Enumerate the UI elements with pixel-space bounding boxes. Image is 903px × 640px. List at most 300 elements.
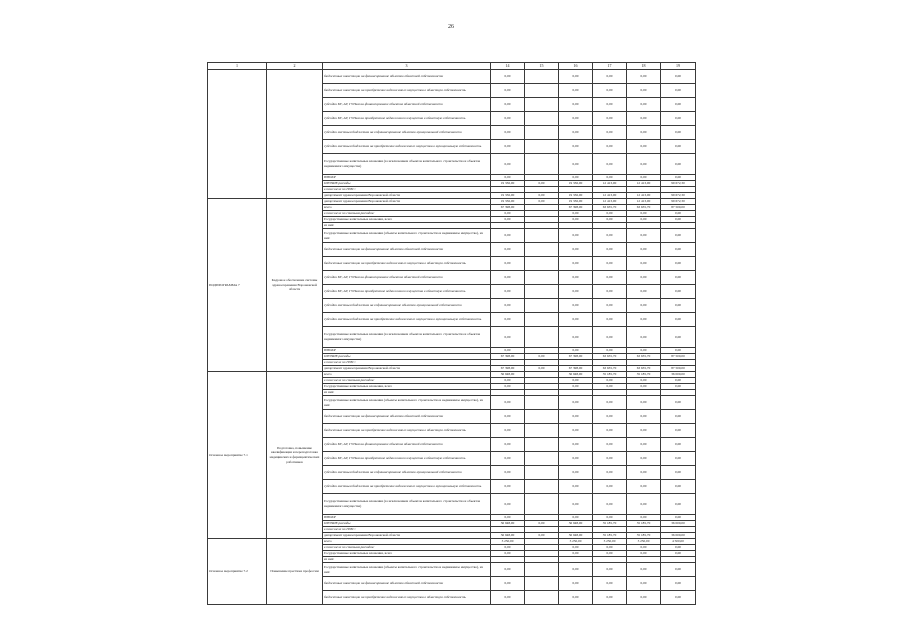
value-cell: 0,00: [559, 112, 593, 126]
value-cell: [525, 591, 559, 605]
value-cell: 0,00: [491, 563, 525, 577]
row-label: Государственные капитальные вложения (за исключением объектов капитального строительства и объектов недвижимого имущества): [323, 494, 491, 515]
value-cell: [525, 424, 559, 438]
row-label: Государственные капитальные вложения (за исключением объектов капитального строительства и объектов недвижимого имущества): [323, 154, 491, 175]
value-cell: 19 336,00: [559, 199, 593, 205]
value-cell: [525, 327, 559, 348]
row-label: Государственные капитальные вложения (объекты капитального строительства и недвижимое имущество), из них:: [323, 396, 491, 410]
value-cell: 0,00: [593, 313, 627, 327]
value-cell: 0,00: [627, 515, 661, 521]
value-cell: 0,00: [661, 396, 696, 410]
value-cell: 0,00: [559, 285, 593, 299]
value-cell: [525, 466, 559, 480]
value-cell: 0,00: [593, 563, 627, 577]
value-cell: 35 185,70: [593, 372, 627, 378]
value-cell: [525, 410, 559, 424]
value-cell: 0,00: [525, 199, 559, 205]
value-cell: 0,00: [491, 545, 525, 551]
value-cell: 0,00: [491, 257, 525, 271]
row-label: субсидии БУ, АУ, ГУПам на финансирование объектов областной собственности: [323, 98, 491, 112]
value-cell: 0,00: [491, 410, 525, 424]
row-label: в том числе по ГРБС:: [323, 527, 491, 533]
value-cell: 0,00: [559, 410, 593, 424]
column-header: 2: [267, 63, 323, 70]
value-cell: 0,00: [491, 112, 525, 126]
row-label: Государственные капитальные вложения, всего: [323, 217, 491, 223]
value-cell: 0,00: [491, 378, 525, 384]
value-cell: 0,00: [661, 285, 696, 299]
value-cell: 0,00: [593, 98, 627, 112]
value-cell: 0,00: [559, 480, 593, 494]
value-cell: 0,00: [491, 466, 525, 480]
value-cell: 0,00: [559, 378, 593, 384]
row-label: всего: [323, 539, 491, 545]
row-label: из них:: [323, 223, 491, 229]
value-cell: 0,00: [627, 84, 661, 98]
row-label: Государственные капитальные вложения (объекты капитального строительства и недвижимое имущество), из них:: [323, 229, 491, 243]
row-label: НИОКР: [323, 175, 491, 181]
value-cell: 0,00: [559, 396, 593, 410]
value-cell: 0,00: [559, 551, 593, 557]
row-label: бюджетные инвестиции на финансирование объектов областной собственности: [323, 577, 491, 591]
row-label: из них:: [323, 390, 491, 396]
value-cell: 12 413,00: [593, 199, 627, 205]
value-cell: 0,00: [661, 348, 696, 354]
row-label: субсидии местным бюджетам на приобретение недвижимого имущества в муниципальную собственность: [323, 313, 491, 327]
value-cell: 0,00: [559, 175, 593, 181]
value-cell: 0,00: [559, 494, 593, 515]
row-label: бюджетные инвестиции на приобретение недвижимого имущества в областную собственность: [323, 591, 491, 605]
value-cell: 0,00: [661, 563, 696, 577]
value-cell: 67 398,00: [559, 205, 593, 211]
value-cell: 0,00: [559, 515, 593, 521]
value-cell: 3 250,00: [593, 539, 627, 545]
row-label: департамент здравоохранения Воронежской области: [323, 366, 491, 372]
value-cell: [525, 577, 559, 591]
value-cell: 87 500,00: [661, 366, 696, 372]
row-label: департамент здравоохранения Воронежской области: [323, 193, 491, 199]
value-cell: 0,00: [593, 551, 627, 557]
value-cell: 36 948,00: [491, 372, 525, 378]
value-cell: 0,00: [627, 112, 661, 126]
value-cell: 0,00: [627, 378, 661, 384]
value-cell: 99 672,30: [661, 199, 696, 205]
row-label: Государственные капитальные вложения (объекты капитального строительства и недвижимое имущество), из них:: [323, 563, 491, 577]
value-cell: 0,00: [627, 299, 661, 313]
row-label: ПРОЧИЕ расходы: [323, 354, 491, 360]
value-cell: 0,00: [627, 257, 661, 271]
value-cell: 0,00: [661, 545, 696, 551]
value-cell: 19 336,00: [491, 193, 525, 199]
value-cell: 0,00: [491, 229, 525, 243]
value-cell: 0,00: [593, 285, 627, 299]
value-cell: 19 336,00: [559, 181, 593, 187]
event-title: Подготовка, повышение квалификации и переподготовка медицинских и фармацевтических работников: [267, 372, 323, 539]
value-cell: 63 635,70: [593, 366, 627, 372]
row-label: ПРОЧИЕ расходы: [323, 181, 491, 187]
row-label: бюджетные инвестиции на приобретение недвижимого имущества в областную собственность: [323, 257, 491, 271]
value-cell: 87 500,00: [661, 205, 696, 211]
row-label: бюджетные инвестиции на финансирование объектов областной собственности: [323, 70, 491, 84]
value-cell: 0,00: [661, 299, 696, 313]
value-cell: 0,00: [559, 327, 593, 348]
row-label: в том числе по статьям расходов:: [323, 211, 491, 217]
row-label: НИОКР: [323, 515, 491, 521]
value-cell: 12 413,00: [593, 181, 627, 187]
value-cell: 0,00: [559, 140, 593, 154]
value-cell: [525, 452, 559, 466]
value-cell: 0,00: [593, 271, 627, 285]
value-cell: 0,00: [491, 217, 525, 223]
value-cell: 3 250,00: [491, 539, 525, 545]
value-cell: 0,00: [661, 112, 696, 126]
value-cell: 0,00: [491, 98, 525, 112]
value-cell: 0,00: [593, 494, 627, 515]
value-cell: 12 413,00: [627, 199, 661, 205]
value-cell: 67 398,00: [559, 354, 593, 360]
value-cell: 0,00: [559, 84, 593, 98]
page-number: 26: [448, 24, 454, 30]
value-cell: 0,00: [627, 175, 661, 181]
value-cell: 0,00: [559, 271, 593, 285]
value-cell: 0,00: [627, 396, 661, 410]
value-cell: 0,00: [661, 551, 696, 557]
value-cell: [525, 563, 559, 577]
value-cell: [525, 438, 559, 452]
value-cell: 0,00: [627, 466, 661, 480]
value-cell: 0,00: [661, 515, 696, 521]
value-cell: 36 000,00: [661, 533, 696, 539]
value-cell: [525, 396, 559, 410]
value-cell: 0,00: [593, 126, 627, 140]
value-cell: 0,00: [661, 591, 696, 605]
value-cell: 0,00: [661, 154, 696, 175]
column-header: 18: [627, 63, 661, 70]
value-cell: 0,00: [491, 396, 525, 410]
row-label: из них:: [323, 557, 491, 563]
value-cell: 0,00: [525, 521, 559, 527]
row-label: субсидии БУ, АУ, ГУПам на финансирование объектов областной собственности: [323, 271, 491, 285]
value-cell: 0,00: [593, 348, 627, 354]
value-cell: 36 948,00: [559, 372, 593, 378]
value-cell: 0,00: [627, 424, 661, 438]
value-cell: 0,00: [593, 154, 627, 175]
value-cell: 0,00: [661, 410, 696, 424]
value-cell: 0,00: [627, 285, 661, 299]
row-label: всего: [323, 205, 491, 211]
value-cell: 36 948,00: [559, 521, 593, 527]
value-cell: 0,00: [559, 217, 593, 223]
value-cell: 63 635,70: [627, 354, 661, 360]
value-cell: 0,00: [491, 515, 525, 521]
value-cell: [525, 285, 559, 299]
budget-table: [207, 62, 696, 605]
value-cell: 4 500,00: [661, 539, 696, 545]
table-row: [208, 70, 696, 84]
empty-cell: [208, 70, 267, 199]
column-header: 1: [208, 63, 267, 70]
value-cell: 0,00: [559, 348, 593, 354]
value-cell: 0,00: [593, 545, 627, 551]
value-cell: 67 398,00: [491, 366, 525, 372]
value-cell: 0,00: [627, 563, 661, 577]
value-cell: 0,00: [593, 378, 627, 384]
row-label: субсидии БУ, АУ, ГУПам на приобретение недвижимого имущества в областную собственность: [323, 112, 491, 126]
value-cell: 0,00: [593, 327, 627, 348]
value-cell: [525, 271, 559, 285]
value-cell: [525, 140, 559, 154]
value-cell: 63 635,70: [593, 205, 627, 211]
value-cell: [525, 154, 559, 175]
value-cell: 0,00: [593, 515, 627, 521]
value-cell: 0,00: [627, 313, 661, 327]
value-cell: 0,00: [627, 452, 661, 466]
value-cell: 0,00: [559, 313, 593, 327]
value-cell: [525, 480, 559, 494]
value-cell: 19 336,00: [491, 199, 525, 205]
value-cell: 0,00: [559, 563, 593, 577]
row-label: субсидии местным бюджетам на софинансирование объектов муниципальной собственности: [323, 126, 491, 140]
value-cell: 0,00: [491, 480, 525, 494]
event-label: Основное мероприятие 7.1: [208, 372, 267, 539]
value-cell: 0,00: [491, 327, 525, 348]
value-cell: 0,00: [559, 545, 593, 551]
value-cell: 0,00: [661, 313, 696, 327]
value-cell: 0,00: [627, 545, 661, 551]
value-cell: 0,00: [593, 70, 627, 84]
value-cell: [525, 257, 559, 271]
row-label: департамент здравоохранения Воронежской области: [323, 199, 491, 205]
row-label: субсидии местным бюджетам на приобретение недвижимого имущества в муниципальную собственность: [323, 140, 491, 154]
column-header: 16: [559, 63, 593, 70]
value-cell: 0,00: [491, 154, 525, 175]
value-cell: 0,00: [491, 577, 525, 591]
row-label: субсидии БУ, АУ, ГУПам на приобретение недвижимого имущества в областную собственность: [323, 452, 491, 466]
value-cell: 0,00: [661, 98, 696, 112]
value-cell: 0,00: [525, 181, 559, 187]
value-cell: 0,00: [491, 243, 525, 257]
value-cell: 0,00: [627, 70, 661, 84]
value-cell: 35 185,70: [593, 521, 627, 527]
value-cell: 0,00: [559, 126, 593, 140]
row-label: в том числе по статьям расходов:: [323, 545, 491, 551]
value-cell: 0,00: [627, 591, 661, 605]
value-cell: 0,00: [661, 438, 696, 452]
value-cell: 0,00: [627, 480, 661, 494]
value-cell: 36 000,00: [661, 521, 696, 527]
value-cell: 0,00: [593, 452, 627, 466]
value-cell: 0,00: [661, 243, 696, 257]
value-cell: 0,00: [627, 577, 661, 591]
value-cell: 0,00: [525, 193, 559, 199]
value-cell: 0,00: [559, 424, 593, 438]
value-cell: 0,00: [627, 217, 661, 223]
value-cell: 0,00: [559, 577, 593, 591]
subprogram-label: ПОДПРОГРАММА 7: [208, 199, 267, 372]
value-cell: 0,00: [491, 84, 525, 98]
value-cell: 0,00: [593, 217, 627, 223]
value-cell: 0,00: [627, 384, 661, 390]
value-cell: 0,00: [661, 327, 696, 348]
value-cell: 0,00: [593, 396, 627, 410]
value-cell: [525, 70, 559, 84]
value-cell: 0,00: [593, 438, 627, 452]
row-label: Государственные капитальные вложения (за исключением объектов капитального строительства и объектов недвижимого имущества): [323, 327, 491, 348]
value-cell: 0,00: [661, 384, 696, 390]
value-cell: 0,00: [491, 348, 525, 354]
row-label: в том числе по статьям расходов:: [323, 378, 491, 384]
column-header: 17: [593, 63, 627, 70]
row-label: в том числе по ГРБС:: [323, 360, 491, 366]
row-label: бюджетные инвестиции на приобретение недвижимого имущества в областную собственность: [323, 84, 491, 98]
value-cell: 0,00: [491, 175, 525, 181]
value-cell: 3 250,00: [559, 539, 593, 545]
value-cell: 35 185,70: [627, 372, 661, 378]
table-row: [208, 63, 696, 70]
value-cell: 35 185,70: [627, 521, 661, 527]
value-cell: 63 635,70: [593, 354, 627, 360]
value-cell: 0,00: [525, 533, 559, 539]
row-label: субсидии БУ, АУ, ГУПам на финансирование объектов областной собственности: [323, 438, 491, 452]
value-cell: 0,00: [627, 98, 661, 112]
value-cell: 0,00: [627, 410, 661, 424]
value-cell: 0,00: [491, 299, 525, 313]
value-cell: 0,00: [559, 70, 593, 84]
value-cell: 0,00: [491, 384, 525, 390]
row-label: департамент здравоохранения Воронежской области: [323, 533, 491, 539]
value-cell: [525, 229, 559, 243]
value-cell: 0,00: [627, 327, 661, 348]
value-cell: 0,00: [559, 98, 593, 112]
value-cell: 67 398,00: [491, 205, 525, 211]
value-cell: 0,00: [491, 551, 525, 557]
value-cell: 0,00: [593, 229, 627, 243]
value-cell: 0,00: [593, 424, 627, 438]
value-cell: 0,00: [661, 480, 696, 494]
value-cell: 0,00: [593, 577, 627, 591]
value-cell: 0,00: [661, 494, 696, 515]
value-cell: 0,00: [661, 424, 696, 438]
budget-sheet: [207, 62, 696, 600]
value-cell: 63 635,70: [627, 366, 661, 372]
value-cell: 12 413,00: [627, 193, 661, 199]
value-cell: 0,00: [559, 466, 593, 480]
value-cell: 0,00: [525, 354, 559, 360]
row-label: всего: [323, 372, 491, 378]
value-cell: 67 398,00: [559, 366, 593, 372]
value-cell: 0,00: [627, 494, 661, 515]
value-cell: 0,00: [491, 126, 525, 140]
column-header: 3: [323, 63, 491, 70]
value-cell: 0,00: [593, 112, 627, 126]
event-label: Основное мероприятие 7.2: [208, 539, 267, 605]
value-cell: 0,00: [593, 243, 627, 257]
value-cell: 0,00: [627, 438, 661, 452]
value-cell: 0,00: [559, 243, 593, 257]
value-cell: 0,00: [593, 84, 627, 98]
value-cell: 19 336,00: [559, 193, 593, 199]
value-cell: [525, 84, 559, 98]
value-cell: 0,00: [627, 229, 661, 243]
row-label: субсидии БУ, АУ, ГУПам на приобретение недвижимого имущества в областную собственность: [323, 285, 491, 299]
row-label: субсидии местным бюджетам на софинансирование объектов муниципальной собственности: [323, 466, 491, 480]
subprogram-title: Кадровое обеспечение системы здравоохранения Воронежской области: [267, 199, 323, 372]
value-cell: 0,00: [559, 154, 593, 175]
value-cell: 0,00: [559, 257, 593, 271]
value-cell: 36 948,00: [491, 521, 525, 527]
row-label: субсидии местным бюджетам на приобретение недвижимого имущества в муниципальную собственность: [323, 480, 491, 494]
value-cell: 0,00: [491, 438, 525, 452]
value-cell: [525, 112, 559, 126]
value-cell: 0,00: [661, 378, 696, 384]
value-cell: 0,00: [491, 140, 525, 154]
row-label: НИОКР: [323, 348, 491, 354]
row-label: бюджетные инвестиции на приобретение недвижимого имущества в областную собственность: [323, 424, 491, 438]
value-cell: 0,00: [661, 577, 696, 591]
column-header: 15: [525, 63, 559, 70]
value-cell: 0,00: [491, 424, 525, 438]
value-cell: 0,00: [593, 466, 627, 480]
value-cell: 0,00: [661, 229, 696, 243]
value-cell: 0,00: [593, 299, 627, 313]
value-cell: 0,00: [491, 70, 525, 84]
value-cell: 0,00: [491, 271, 525, 285]
value-cell: 0,00: [661, 70, 696, 84]
value-cell: 0,00: [559, 384, 593, 390]
value-cell: 0,00: [593, 175, 627, 181]
value-cell: 87 500,00: [661, 354, 696, 360]
value-cell: 0,00: [559, 438, 593, 452]
value-cell: 0,00: [627, 154, 661, 175]
row-label: Государственные капитальные вложения, всего: [323, 551, 491, 557]
value-cell: 36 948,00: [559, 533, 593, 539]
event-title: Повышение престижа профессии: [267, 539, 323, 605]
value-cell: 19 336,00: [491, 181, 525, 187]
row-label: субсидии местным бюджетам на софинансирование объектов муниципальной собственности: [323, 299, 491, 313]
value-cell: 0,00: [559, 591, 593, 605]
column-header: 14: [491, 63, 525, 70]
row-label: Государственные капитальные вложения, всего: [323, 384, 491, 390]
value-cell: [525, 98, 559, 112]
row-label: бюджетные инвестиции на финансирование объектов областной собственности: [323, 243, 491, 257]
value-cell: 0,00: [491, 285, 525, 299]
value-cell: 0,00: [661, 126, 696, 140]
value-cell: 0,00: [661, 175, 696, 181]
value-cell: [525, 243, 559, 257]
value-cell: 0,00: [525, 366, 559, 372]
value-cell: 0,00: [661, 140, 696, 154]
value-cell: 36 000,00: [661, 372, 696, 378]
value-cell: 0,00: [593, 591, 627, 605]
value-cell: 0,00: [661, 217, 696, 223]
value-cell: 36 948,00: [491, 533, 525, 539]
value-cell: [525, 494, 559, 515]
value-cell: 0,00: [491, 211, 525, 217]
value-cell: 0,00: [593, 480, 627, 494]
value-cell: 63 635,70: [627, 205, 661, 211]
value-cell: [525, 299, 559, 313]
value-cell: [525, 313, 559, 327]
value-cell: 0,00: [593, 140, 627, 154]
value-cell: 3 250,00: [627, 539, 661, 545]
value-cell: 0,00: [559, 229, 593, 243]
row-label: в том числе по ГРБС:: [323, 187, 491, 193]
value-cell: 0,00: [491, 591, 525, 605]
value-cell: 0,00: [627, 551, 661, 557]
value-cell: 0,00: [627, 126, 661, 140]
value-cell: 0,00: [491, 313, 525, 327]
value-cell: 0,00: [661, 211, 696, 217]
